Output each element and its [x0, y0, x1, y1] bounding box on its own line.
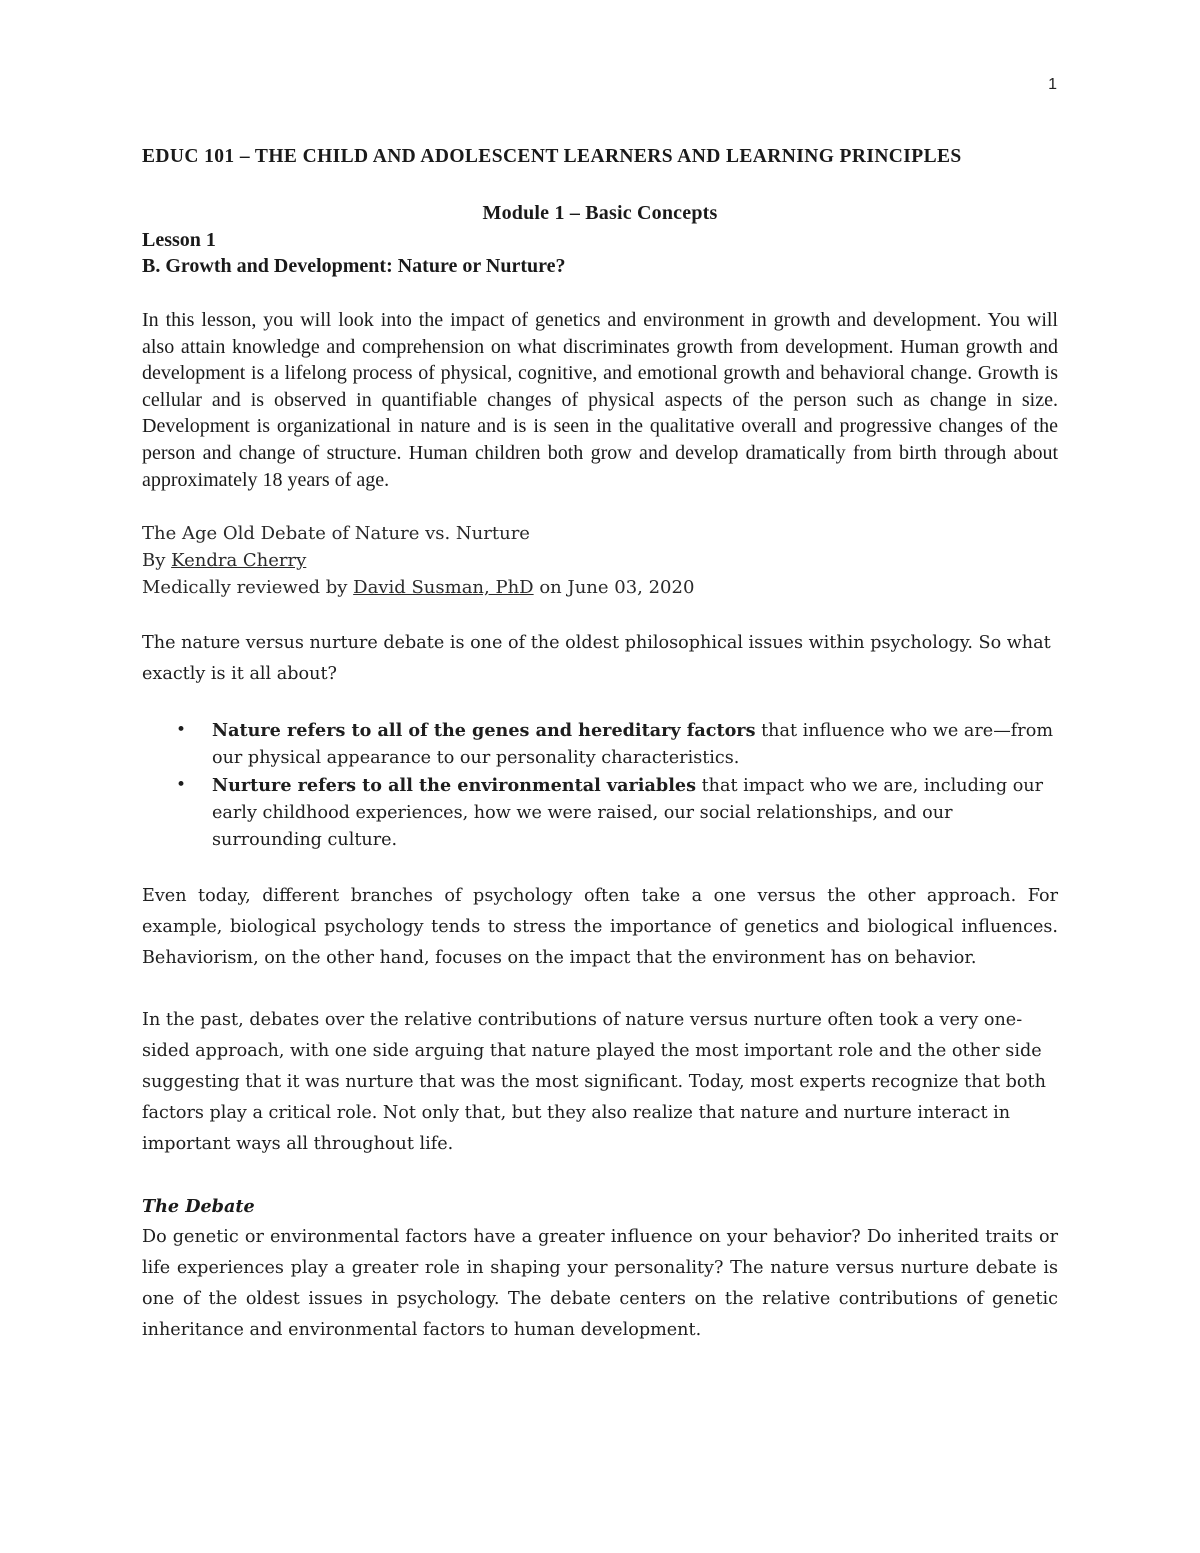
definition-list [142, 717, 1058, 854]
reviewer-link[interactable]: David Susman, PhD [353, 577, 534, 599]
review-prefix: Medically reviewed by [142, 577, 354, 599]
paragraph-branches: Even today, different branches of psychology often take a one versus the other approach. For example, biological psychology tends to stress the importance of genetics and biological influences. Behaviorism, on the other hand, focuses on the impact that the environment has on behavior. [142, 886, 1058, 969]
course-title: EDUC 101 – THE CHILD AND ADOLESCENT LEARNERS AND LEARNING PRINCIPLES [142, 146, 962, 167]
article-citation [142, 520, 1058, 601]
review-suffix: on June 03, 2020 [533, 577, 695, 599]
list-item-nature [142, 717, 1058, 772]
article-byline [142, 547, 1058, 574]
paragraph-debate: Do genetic or environmental factors have a greater influence on your behavior? Do inherited traits or life experiences play a greater role in shaping your personality? The nature versus nurture debate is one of the oldest issues in psychology. The debate centers on the relative contributions of genetic inheritance and environmental factors to human development. [142, 1227, 1058, 1341]
article-review-line [142, 574, 1058, 601]
byline-prefix: By [142, 550, 172, 572]
paragraph-past-debates: In the past, debates over the relative contributions of nature versus nurture often took a very one-sided approach, with one side arguing that nature played the most important role and the other side suggesting that it was nurture that was the most significant. Today, most experts recognize that both factors play a critical role. Not only that, but they also realize that nature and nurture interact in important ways all throughout life. [142, 1010, 1046, 1155]
bullet-text: that influence who we are—from our physical appearance to our personality characteristics. [212, 721, 1053, 769]
page-content [142, 146, 1058, 1346]
author-link[interactable]: Kendra Cherry [171, 550, 307, 572]
intro-paragraph: In this lesson, you will look into the impact of genetics and environment in growth and development. You will also attain knowledge and comprehension on what discriminates growth from development. Human growth and development is a lifelong process of physical, cognitive, and emotional growth and behavioral change. Growth is cellular and is observed in quantifiable changes of physical aspects of the person such as change in size. Development is organizational in nature and is is seen in the qualitative overall and progressive changes of the person and change of structure. Human children both grow and develop dramatically from birth through about approximately 18 years of age. [142, 309, 1058, 491]
lesson-label: Lesson 1 [142, 229, 216, 251]
bullet-text: that impact who we are, including our early childhood experiences, how we were raised, our social relationships, and our surrounding culture. [212, 776, 1044, 851]
bullet-bold-text: Nurture refers to all the environmental variables [212, 775, 696, 797]
bullet-bold-text: Nature refers to all of the genes and hereditary factors [212, 720, 756, 742]
module-title: Module 1 – Basic Concepts [482, 202, 718, 224]
bullet-icon: • [176, 720, 187, 741]
list-item-nurture [142, 772, 1058, 854]
bullet-icon: • [176, 775, 187, 796]
page-number: 1 [1048, 76, 1057, 93]
paragraph-intro-debate: The nature versus nurture debate is one of the oldest philosophical issues within psychology. So what exactly is it all about? [142, 633, 1051, 685]
article-title: The Age Old Debate of Nature vs. Nurture [142, 523, 530, 545]
section-heading-debate: The Debate [142, 1196, 255, 1218]
lesson-heading: B. Growth and Development: Nature or Nurture? [142, 255, 566, 277]
